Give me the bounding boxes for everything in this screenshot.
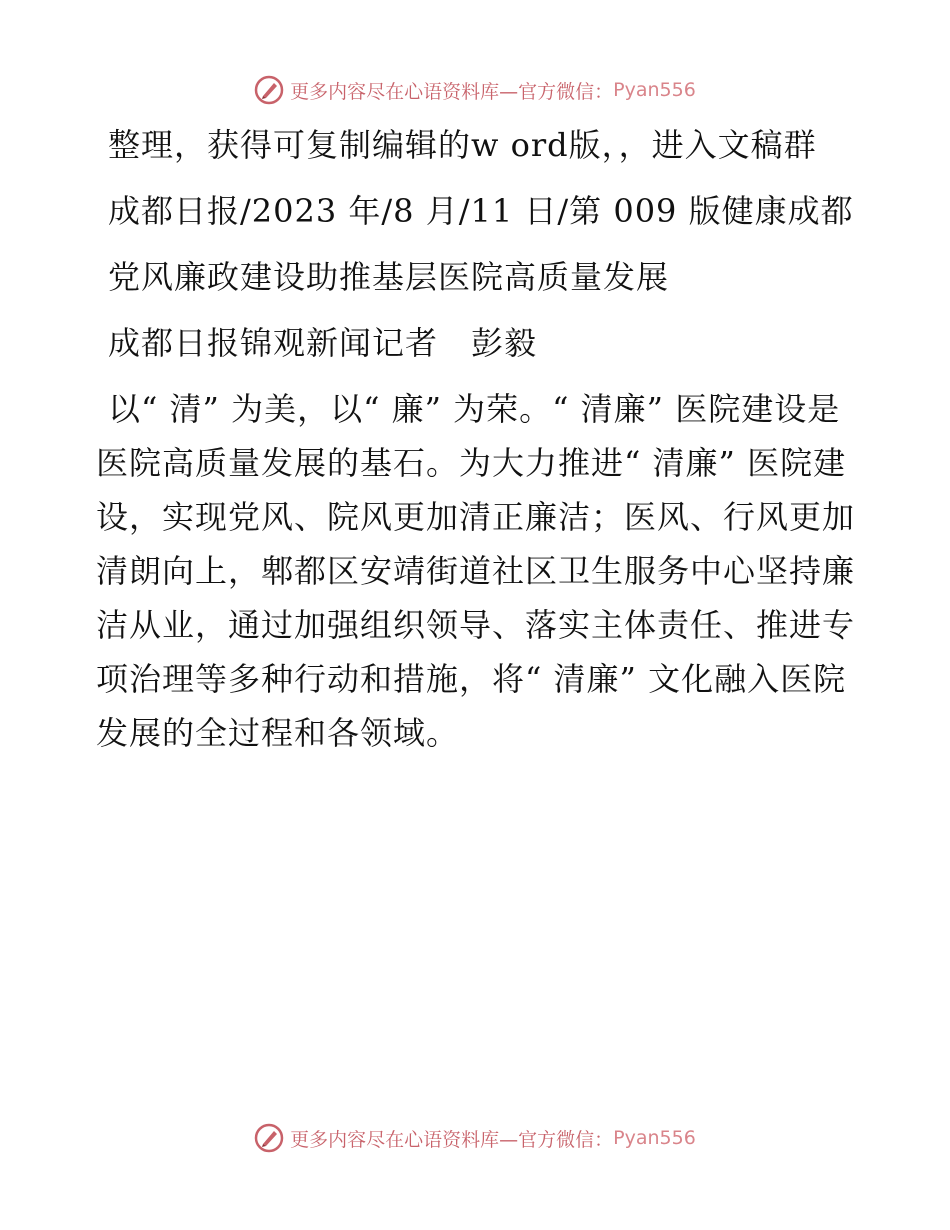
source-line: 成都日报/2023 年/8 月/11 日/第 009 版健康成都 xyxy=(108,192,854,230)
pen-circle-logo-icon xyxy=(254,75,284,105)
footer-watermark xyxy=(0,1118,950,1158)
header-watermark xyxy=(0,70,950,110)
watermark-text: 更多内容尽在心语资料库—官方微信： xyxy=(290,80,614,103)
watermark-wechat-id: Pyan556 xyxy=(613,79,696,101)
watermark-text: 更多内容尽在心语资料库—官方微信： xyxy=(290,1128,614,1151)
body-paragraph: 以“ 清” 为美，以“ 廉” 为荣。“ 清廉” 医院建设是医院高质量发展的基石。为大力推进“ 清廉” 医院建设，实现党风、院风更加清正廉洁；医风、行风更加清朗向上，郫都区安靖街道社区卫生服务中心坚持廉洁从业，通过加强组织领导、落实主体责任、推进专项治理等多种行动和措施，将“ 清廉” 文化融入医院发展的全过程和各领域。 xyxy=(96,390,856,752)
article-title: 党风廉政建设助推基层医院高质量发展 xyxy=(108,258,670,296)
intro-note: 整理，获得可复制编辑的w ord版，，进入文稿群 xyxy=(108,126,817,164)
document-body xyxy=(96,118,856,760)
pen-circle-logo-icon xyxy=(254,1123,284,1153)
byline: 成都日报锦观新闻记者 彭毅 xyxy=(108,324,538,362)
watermark-wechat-id: Pyan556 xyxy=(613,1127,696,1149)
